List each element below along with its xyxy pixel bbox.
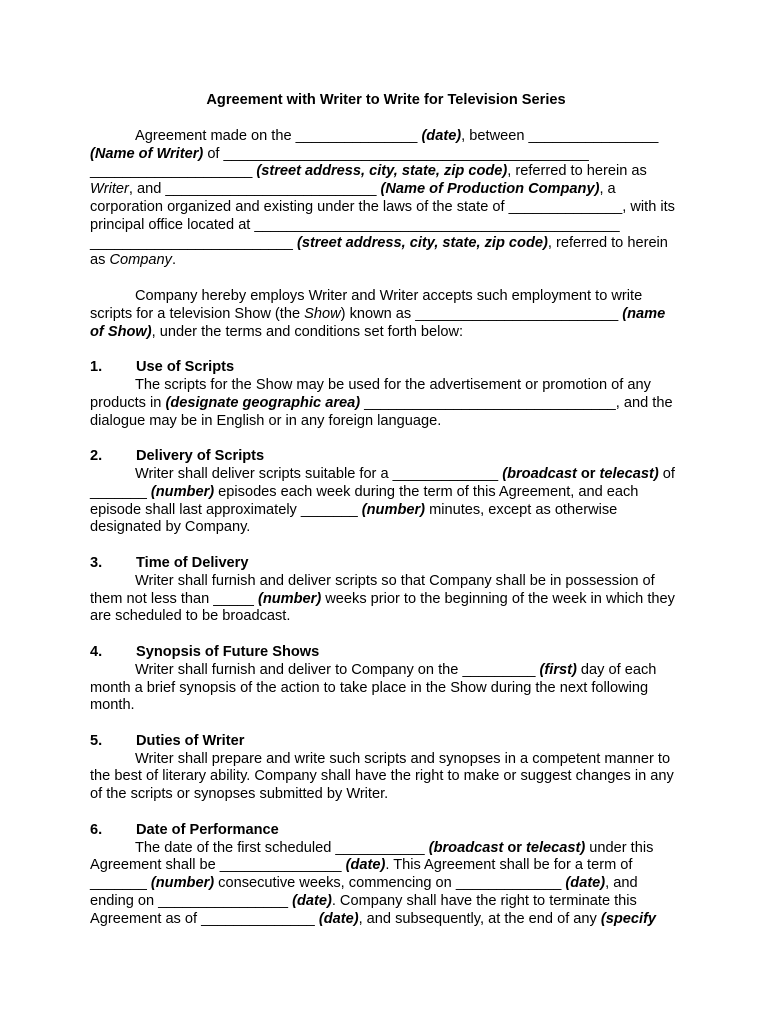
defined-term: Company bbox=[109, 252, 172, 269]
text-run: , and subsequently, at the end of any bbox=[358, 910, 601, 927]
document-page bbox=[90, 92, 682, 929]
section-heading bbox=[90, 733, 682, 751]
text-run: Writer shall furnish and deliver to Company on the _________ bbox=[135, 661, 540, 678]
section-number: 1. bbox=[90, 359, 103, 376]
text-run: under this Agreement shall be _______________ bbox=[90, 839, 654, 874]
text-run: of _______ bbox=[90, 465, 675, 500]
writer-name-field-label: (Name of Writer) bbox=[90, 145, 204, 162]
field-label: (broadcast bbox=[428, 839, 504, 856]
date-field-label: (date) bbox=[345, 857, 386, 874]
text-run: , a corporation organized and existing under the laws of the state of ______________, with its principal office located at _____________________________________________ _________________________ bbox=[90, 181, 675, 251]
text-run: . bbox=[171, 252, 176, 269]
section-title: Use of Scripts bbox=[136, 359, 235, 376]
defined-term: Writer bbox=[90, 181, 129, 198]
text-run: , between ________________ bbox=[461, 127, 659, 144]
number-field-label: (number) bbox=[361, 501, 426, 518]
date-field-label: (date) bbox=[318, 910, 359, 927]
address-field-label: (street address, city, state, zip code) bbox=[256, 163, 508, 180]
intro-paragraph bbox=[90, 128, 682, 270]
employment-paragraph bbox=[90, 288, 682, 341]
text-run: , and __________________________ bbox=[128, 181, 381, 198]
text-run: ) known as _________________________ bbox=[340, 305, 623, 322]
text-run: . Company shall have the right to terminate this Agreement as of ______________ bbox=[90, 893, 637, 927]
section-number: 4. bbox=[90, 643, 103, 660]
text-run: , under the terms and conditions set forth below: bbox=[151, 323, 464, 340]
section-title: Synopsis of Future Shows bbox=[136, 643, 320, 660]
number-field-label: (number) bbox=[150, 483, 215, 500]
field-label: (specify bbox=[600, 910, 657, 927]
field-label: telecast) bbox=[526, 839, 586, 856]
company-name-field-label: (Name of Production Company) bbox=[380, 181, 600, 198]
text-run: . This Agreement shall be for a term of _______ bbox=[90, 857, 633, 892]
address-field-label: (street address, city, state, zip code) bbox=[296, 234, 548, 251]
field-label: (broadcast bbox=[502, 465, 577, 482]
text-run: of _____________________________________________ ____________________ bbox=[90, 145, 589, 180]
section-number: 3. bbox=[90, 554, 103, 571]
section-heading bbox=[90, 359, 682, 377]
document-title: Agreement with Writer to Write for Television Series bbox=[206, 92, 566, 108]
text-run: weeks prior to the beginning of the week in which they are scheduled to be broadcast. bbox=[90, 590, 675, 625]
text-run: minutes, except as otherwise designated by Company. bbox=[90, 501, 618, 536]
text-run: or bbox=[503, 839, 527, 856]
section-title: Date of Performance bbox=[136, 821, 279, 838]
text-run: Company hereby employs Writer and Writer accepts such employment to write scripts for a television Show (the bbox=[90, 287, 643, 322]
section-title: Duties of Writer bbox=[136, 732, 245, 749]
text-run: Writer shall prepare and write such scripts and synopses in a competent manner to the best of literary ability. Company shall have the right to make or suggest changes in any of the scripts or synopses submitted by Writer. bbox=[90, 750, 674, 803]
date-field-label: (date) bbox=[565, 875, 606, 892]
section-heading bbox=[90, 644, 682, 662]
area-field-label: (designate geographic area) bbox=[165, 394, 361, 411]
section-heading bbox=[90, 448, 682, 466]
section-number: 2. bbox=[90, 448, 103, 465]
section-body bbox=[90, 377, 682, 430]
number-field-label: (number) bbox=[150, 875, 215, 892]
section-title: Time of Delivery bbox=[136, 554, 249, 571]
section-number: 6. bbox=[90, 821, 103, 838]
text-run: consecutive weeks, commencing on _____________ bbox=[214, 875, 566, 892]
text-run: episodes each week during the term of this Agreement, and each episode shall last approximately _______ bbox=[90, 483, 639, 518]
section-body bbox=[90, 662, 682, 715]
text-run: day of each month a brief synopsis of the action to take place in the Show during the next following month. bbox=[90, 661, 657, 714]
text-run: _______________________________, and the dialogue may be in English or in any foreign language. bbox=[90, 394, 673, 429]
field-label: (first) bbox=[539, 661, 577, 678]
section-body bbox=[90, 751, 682, 804]
field-label: telecast) bbox=[599, 465, 659, 482]
text-run: , referred to herein as bbox=[90, 234, 668, 269]
number-field-label: (number) bbox=[257, 590, 322, 607]
show-name-field-label: (name of Show) bbox=[90, 305, 666, 340]
section-heading bbox=[90, 555, 682, 573]
text-run: The date of the first scheduled ___________ bbox=[135, 839, 429, 856]
section-number: 5. bbox=[90, 732, 103, 749]
section-title: Delivery of Scripts bbox=[136, 448, 265, 465]
text-run: or bbox=[576, 465, 600, 482]
section-body bbox=[90, 573, 682, 626]
text-run: Agreement made on the _______________ bbox=[135, 127, 422, 144]
text-run: , and ending on ________________ bbox=[90, 875, 638, 910]
date-field-label: (date) bbox=[421, 127, 462, 144]
date-field-label: (date) bbox=[292, 893, 332, 910]
section-body bbox=[90, 466, 682, 537]
section-heading bbox=[90, 822, 682, 840]
section-body bbox=[90, 840, 682, 929]
defined-term: Show bbox=[304, 305, 341, 322]
text-run: Writer shall deliver scripts suitable for a _____________ bbox=[135, 465, 503, 482]
text-run: , referred to herein as bbox=[507, 163, 647, 180]
text-run: The scripts for the Show may be used for the advertisement or promotion of any products in bbox=[90, 376, 651, 411]
text-run: Writer shall furnish and deliver scripts so that Company shall be in possession of them not less than _____ bbox=[90, 572, 655, 607]
